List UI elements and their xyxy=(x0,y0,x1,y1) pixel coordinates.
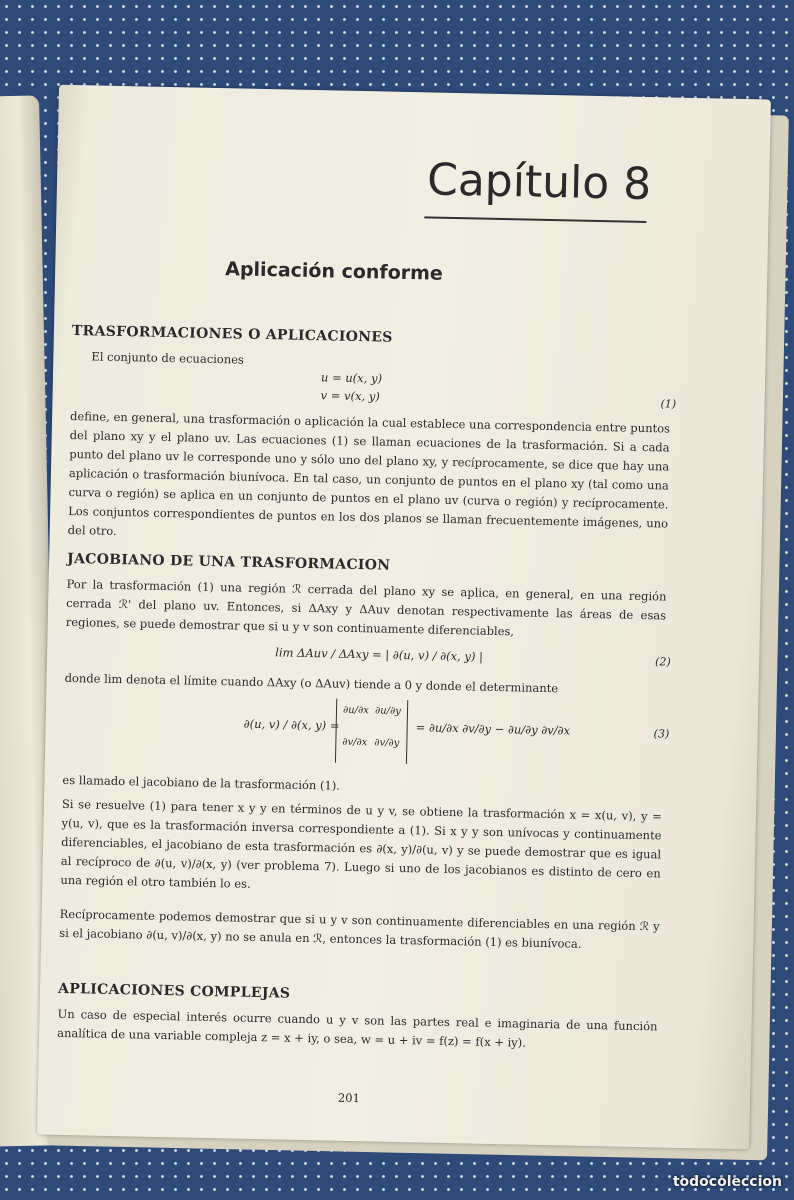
matrix-cell: ∂v/∂y xyxy=(374,737,400,749)
matrix-cell: ∂u/∂x xyxy=(342,704,369,717)
chapter-rule xyxy=(424,216,646,223)
section-heading: TRASFORMACIONES O APLICACIONES xyxy=(71,322,393,346)
paragraph: Un caso de especial interés ocurre cuando u y v son las partes real e imaginaria de una función analítica de una variable compleja z = x + iy, o sea, w = u + iv = f(z) = f(x + iy). xyxy=(57,1006,658,1050)
watermark: todocoleccion xyxy=(672,1174,782,1190)
paragraph: define, en general, una trasformación o aplicación la cual establece una correspondencia entre puntos del plano xy y el plano uv. Las ecuaciones (1) se llaman ecuaciones de la trasformación. Si a cada punto del plano uv le corresponde uno y sólo uno del plano xy, y recíprocamente, se dice que hay una aplicación o trasformación biunívoca. En tal caso, un conjunto de puntos en el plano xy (tal como una curva o región) se aplica en un conjunto de puntos en el plano uv (curva o región) y recíprocamente. Los conjuntos correspondientes de puntos en los dos planos se llaman frecuentemente imágenes, uno del otro. xyxy=(67,408,671,538)
equation-3-left: ∂(u, v) / ∂(x, y) = xyxy=(243,716,340,733)
paragraph: Por la trasformación (1) una región ℛ cerrada del plano xy se aplica, en general, en una región cerrada ℛ' del plano uv. Entonces, si ΔAxy y ΔAuv denotan respectivamente las áreas de esas regiones, se puede demostrar que si u y v son continuamente diferenciables, xyxy=(65,576,667,639)
section-heading: JACOBIANO DE UNA TRASFORMACION xyxy=(66,550,391,574)
page-number: 201 xyxy=(337,1090,361,1106)
equation-1-line-1: u = u(x, y) xyxy=(320,370,383,386)
section-heading: APLICACIONES COMPLEJAS xyxy=(57,980,291,1002)
equation-number: (1) xyxy=(660,397,677,411)
jacobian-matrix xyxy=(335,699,408,764)
paragraph: Recíprocamente podemos demostrar que si u y v son continuamente diferenciables en una región ℛ y si el jacobiano ∂(u, v)/∂(x, y) no se anula en ℛ, entonces la trasformación (1) es biunívoca. xyxy=(59,906,660,951)
matrix-cell: ∂v/∂x xyxy=(342,736,368,749)
chapter-title: Aplicación conforme xyxy=(225,258,444,285)
paragraph: donde lim denota el límite cuando ΔAxy (o ΔAuv) tiende a 0 y donde el determinante xyxy=(64,670,559,696)
matrix-cell: ∂u/∂y xyxy=(374,705,401,717)
equation-1-line-2: v = v(x, y) xyxy=(320,388,380,404)
book-page xyxy=(37,85,771,1150)
equation-number: (3) xyxy=(653,727,670,741)
chapter-heading: Capítulo 8 xyxy=(426,154,652,211)
equation-number: (2) xyxy=(654,655,671,669)
equation-2: lim ΔAuv / ΔAxy = | ∂(u, v) / ∂(x, y) | xyxy=(275,645,484,664)
equation-3-right: = ∂u/∂x ∂v/∂y − ∂u/∂y ∂v/∂x xyxy=(415,720,571,738)
paragraph: Si se resuelve (1) para tener x y y en términos de u y v, se obtiene la trasformación x = x(u, v), y = y(u, v), que es la trasformación inversa correspondiente a (1). Si x y y son unívocas y continuamente diferenciables, el jacobiano de esta trasformación es ∂(x, y)/∂(u, v) y se puede demostrar que es igual al recíproco de ∂(u, v)/∂(x, y) (ver problema 7). Luego si uno de los jacobianos es distinto de cero en una región el otro también lo es. xyxy=(60,796,663,891)
intro-text: El conjunto de ecuaciones xyxy=(91,349,245,367)
paragraph: es llamado el jacobiano de la trasformación (1). xyxy=(62,772,341,793)
